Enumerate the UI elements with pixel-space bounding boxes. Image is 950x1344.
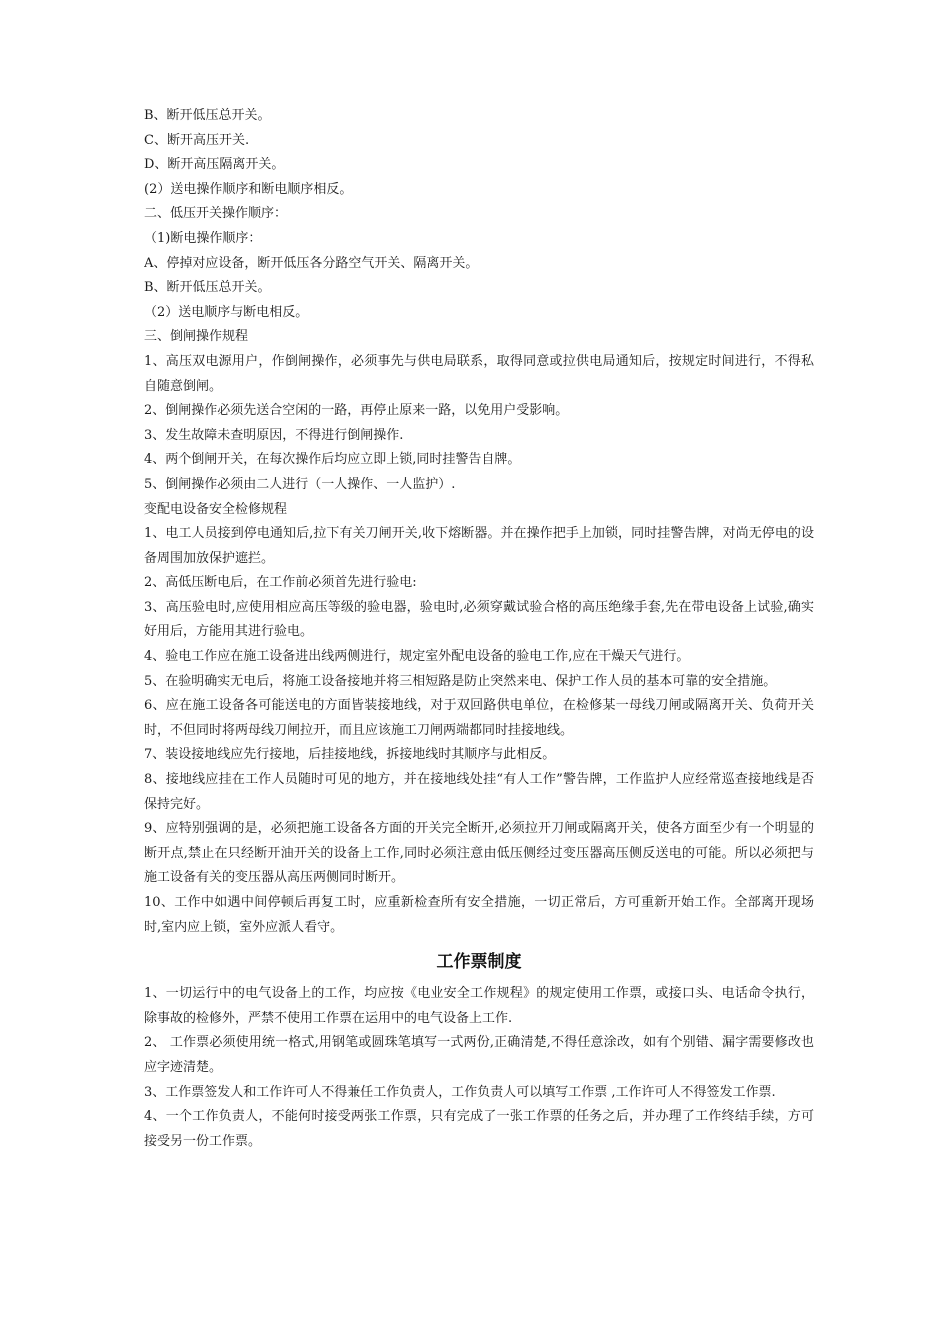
maintenance-rules-heading: 变配电设备安全检修规程 [144,501,288,517]
line-d-high-voltage-isolator: D、断开高压隔离开关。 [144,157,285,173]
line-power-on-reverse: （2）送电顺序与断电相反。 [144,304,309,320]
paragraph-maintenance-2: 2、高低压断电后，在工作前必须首先进行验电: [144,575,417,591]
paragraph-maintenance-5: 5、在验明确实无电后，将施工设备接地并将三相短路是防止突然来电、保护工作人员的基本可靠的安全措施。 [144,673,777,689]
paragraph-work-ticket-4: 4、一个工作负责人，不能何时接受两张工作票，只有完成了一张工作票的任务之后，并办理了工作终结手续，方可接受另一份工作票。 [144,1109,814,1149]
paragraph-maintenance-10: 10、工作中如遇中间停顿后再复工时，应重新检查所有安全措施，一切正常后，方可重新开始工作。全部离开现场时,室内应上锁，室外应派人看守。 [144,895,814,935]
paragraph-maintenance-8: 8、接地线应挂在工作人员随时可见的地方，并在接地线处挂“有人工作”警告牌，工作监护人应经常巡查接地线是否保持完好。 [144,772,814,812]
paragraph-work-ticket-1: 1、一切运行中的电气设备上的工作，均应按《电业安全工作规程》的规定使用工作票，或接口头、电话命令执行，除事故的检修外，严禁不使用工作票在运用中的电气设备上工作. [144,986,814,1026]
paragraph-maintenance-7: 7、装设接地线应先行接地，后挂接地线，拆接地线时其顺序与此相反。 [144,747,556,763]
paragraph-maintenance-4: 4、验电工作应在施工设备进出线两侧进行，规定室外配电设备的验电工作,应在干燥天气进行。 [144,649,690,665]
document-page [144,104,814,1154]
paragraph-switching-5: 5、倒闸操作必须由二人进行（一人操作、一人监护）. [144,476,456,492]
paragraph-maintenance-3: 3、高压验电时,应使用相应高压等级的验电器，验电时,必须穿戴试验合格的高压绝缘手套,先在带电设备上试验,确实好用后，方能用其进行验电。 [144,599,814,640]
line-b-low-voltage-main-switch: B、断开低压总开关。 [144,108,271,123]
line-low-voltage-switch-sequence-heading: 二、低压开关操作顺序： [144,206,288,222]
section-heading-work-ticket: 工作票制度 [436,952,522,973]
paragraph-switching-1: 1、高压双电源用户，作倒闸操作，必须事先与供电局联系，取得同意或拉供电局通知后，按规定时间进行，不得私自随意倒闸。 [144,353,814,394]
line-power-off-sequence: （1)断电操作顺序： [144,230,262,246]
line-power-on-sequence: (2）送电操作顺序和断电顺序相反。 [144,181,353,197]
paragraph-maintenance-6: 6、应在施工设备各可能送电的方面皆装接地线，对于双回路供电单位，在检修某一母线刀闸或隔离开关、负荷开关时，不但同时将两母线刀闸拉开，而且应该施工刀闸两端都同时挂接地线。 [144,698,814,738]
line-b-low-voltage-main-switch-2: B、断开低压总开关。 [144,280,271,296]
line-switching-procedure-heading: 三、倒闸操作规程 [144,329,249,345]
paragraph-maintenance-1: 1、电工人员接到停电通知后,拉下有关刀闸开关,收下熔断器。并在操作把手上加锁，同时挂警告牌，对尚无停电的设备周围加放保护遮拦。 [144,526,814,566]
paragraph-work-ticket-2: 2、 工作票必须使用统一格式,用钢笔或圆珠笔填写一式两份,正确清楚,不得任意涂改，如有个别错、漏字需要修改也应字迹清楚。 [144,1035,814,1075]
paragraph-switching-3: 3、发生故障未查明原因，不得进行倒闸操作. [144,427,404,443]
line-a-stop-equipment: A、停掉对应设备，断开低压各分路空气开关、隔离开关。 [144,255,479,271]
line-c-high-voltage-switch: C、断开高压开关. [144,132,250,148]
paragraph-switching-2: 2、倒闸操作必须先送合空闲的一路，再停止原来一路，以免用户受影响。 [144,403,569,419]
paragraph-switching-4: 4、两个倒闸开关，在每次操作后均应立即上锁,同时挂警告自牌。 [144,452,521,468]
paragraph-work-ticket-3: 3、工作票签发人和工作许可人不得兼任工作负责人，工作负责人可以填写工作票 ,工作许可人不得签发工作票. [144,1084,776,1100]
paragraph-maintenance-9: 9、应特别强调的是，必须把施工设备各方面的开关完全断开,必须拉开刀闸或隔离开关，使各方面至少有一个明显的断开点,禁止在只经断开油开关的设备上工作,同时必须注意由低压侧经过变压器高压侧反送电的可能。所以必须把与施工设备有关的变压器从高压两侧同时断开。 [144,821,814,886]
